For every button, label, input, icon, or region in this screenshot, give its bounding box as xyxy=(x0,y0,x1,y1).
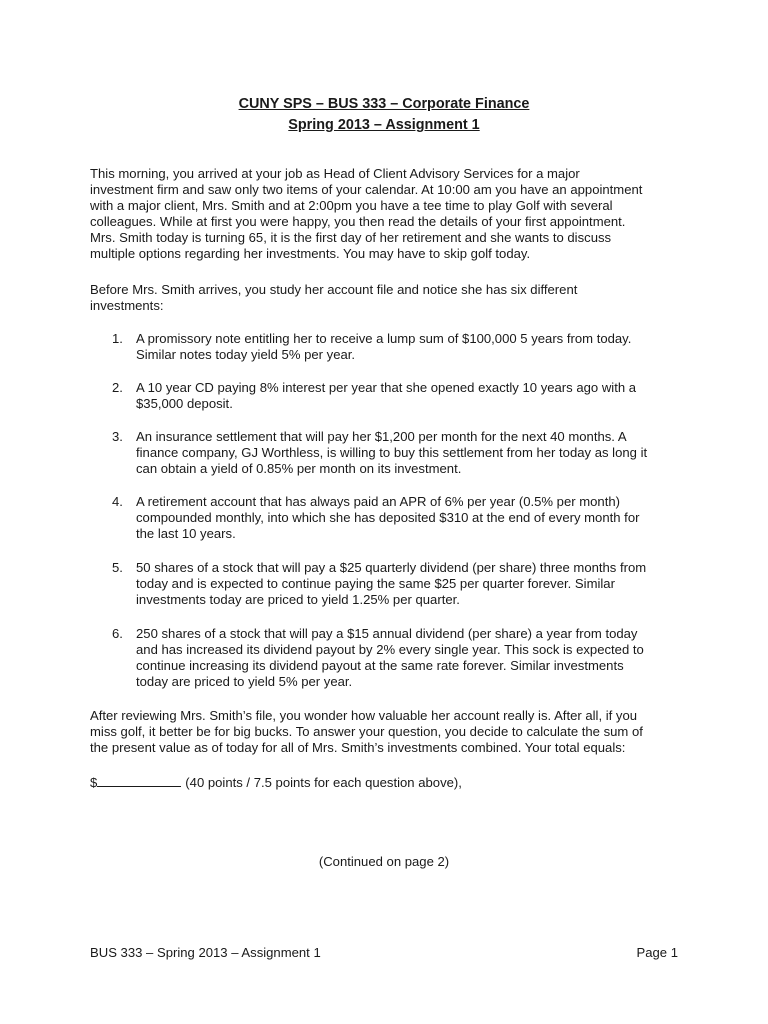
item-text xyxy=(136,626,644,690)
item-line: today and is expected to continue paying the same $25 per quarter forever. Similar xyxy=(136,576,615,591)
item-number: 4. xyxy=(112,494,123,509)
answer-line xyxy=(90,774,462,791)
item-line: can obtain a yield of 0.85% per month on its investment. xyxy=(136,461,462,476)
continued-note: (Continued on page 2) xyxy=(318,854,450,869)
intro-line: investment firm and saw only two items of your calendar. At 10:00 am you have an appointment xyxy=(90,182,643,197)
before-paragraph xyxy=(90,282,690,314)
item-line: An insurance settlement that will pay her $1,200 per month for the next 40 months. A xyxy=(136,429,627,444)
intro-line: Mrs. Smith today is turning 65, it is the first day of her retirement and she wants to discuss xyxy=(90,230,612,245)
after-line: miss golf, it better be for big bucks. To answer your question, you decide to calculate the sum of xyxy=(90,724,643,739)
item-number: 1. xyxy=(112,331,123,346)
item-line: investments today are priced to yield 1.25% per quarter. xyxy=(136,592,460,607)
document-title: CUNY SPS – BUS 333 – Corporate Finance xyxy=(238,96,530,112)
points-note: (40 points / 7.5 points for each question above), xyxy=(185,775,462,790)
item-line: the last 10 years. xyxy=(136,526,236,541)
intro-paragraph xyxy=(90,166,690,262)
before-line: investments: xyxy=(90,298,164,313)
item-line: 250 shares of a stock that will pay a $15 annual dividend (per share) a year from today xyxy=(136,626,638,641)
dollar-sign: $ xyxy=(90,775,98,790)
item-number: 2. xyxy=(112,380,123,395)
after-line: After reviewing Mrs. Smith’s file, you wonder how valuable her account really is. After all, if you xyxy=(90,708,638,723)
intro-line: multiple options regarding her investments. You may have to skip golf today. xyxy=(90,246,531,261)
footer-page-number: Page 1 xyxy=(636,945,678,960)
item-number: 3. xyxy=(112,429,123,444)
after-paragraph xyxy=(90,708,690,756)
document-subtitle: Spring 2013 – Assignment 1 xyxy=(288,117,480,133)
item-line: A 10 year CD paying 8% interest per year that she opened exactly 10 years ago with a xyxy=(136,380,637,395)
item-line: today are priced to yield 5% per year. xyxy=(136,674,353,689)
item-number: 6. xyxy=(112,626,123,641)
item-text xyxy=(136,331,631,363)
intro-line: with a major client, Mrs. Smith and at 2:00pm you have a tee time to play Golf with several xyxy=(90,198,613,213)
item-line: Similar notes today yield 5% per year. xyxy=(136,347,356,362)
item-line: finance company, GJ Worthless, is willing to buy this settlement from her today as long it xyxy=(136,445,648,460)
item-line: compounded monthly, into which she has deposited $310 at the end of every month for xyxy=(136,510,640,525)
after-line: the present value as of today for all of Mrs. Smith’s investments combined. Your total equals: xyxy=(90,740,626,755)
item-text xyxy=(136,494,639,542)
answer-blank[interactable] xyxy=(97,774,181,787)
footer-course: BUS 333 – Spring 2013 – Assignment 1 xyxy=(90,945,321,960)
item-line: and has increased its dividend payout by 2% every single year. This sock is expected to xyxy=(136,642,644,657)
item-line: continue increasing its dividend payout at the same rate forever. Similar investments xyxy=(136,658,624,673)
item-number: 5. xyxy=(112,560,123,575)
item-line: $35,000 deposit. xyxy=(136,396,233,411)
item-text xyxy=(136,429,647,477)
item-line: A retirement account that has always paid an APR of 6% per year (0.5% per month) xyxy=(136,494,620,509)
intro-line: This morning, you arrived at your job as Head of Client Advisory Services for a major xyxy=(90,166,580,181)
item-text xyxy=(136,560,646,608)
item-text xyxy=(136,380,636,412)
intro-line: colleagues. While at first you were happy, you then read the details of your first appointment. xyxy=(90,214,626,229)
item-line: 50 shares of a stock that will pay a $25 quarterly dividend (per share) three months from xyxy=(136,560,647,575)
item-line: A promissory note entitling her to receive a lump sum of $100,000 5 years from today. xyxy=(136,331,632,346)
before-line: Before Mrs. Smith arrives, you study her account file and notice she has six different xyxy=(90,282,578,297)
